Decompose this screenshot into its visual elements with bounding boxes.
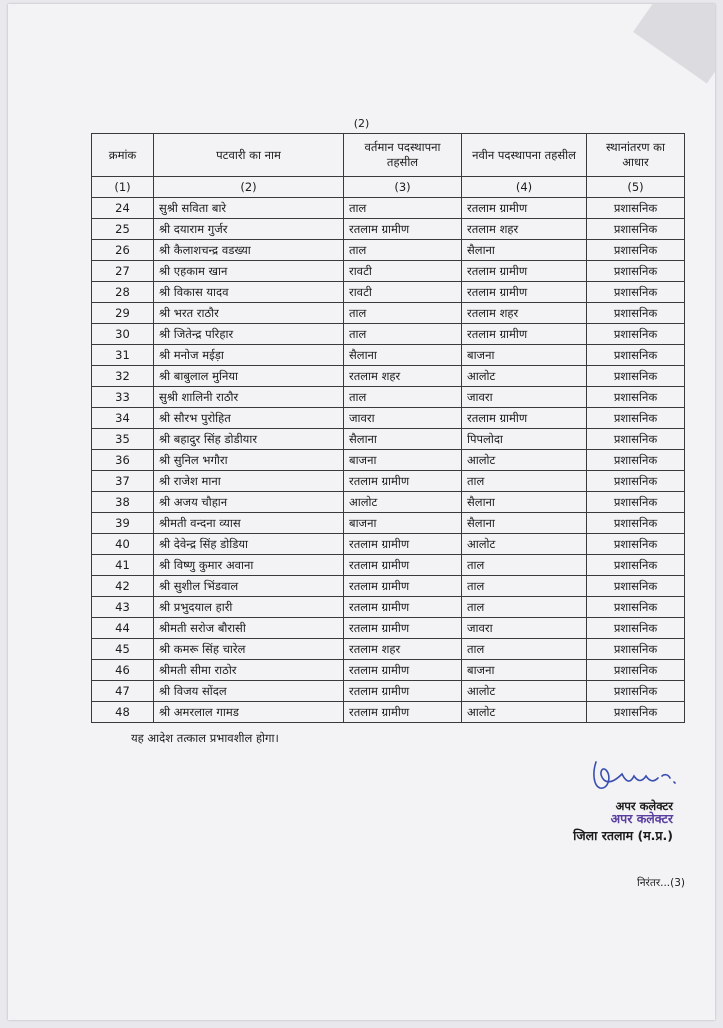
serial-number-cell: 48 <box>92 702 154 723</box>
transfer-basis-cell: प्रशासनिक <box>587 303 685 324</box>
serial-number-cell: 33 <box>92 387 154 408</box>
serial-number-cell: 30 <box>92 324 154 345</box>
current-tehsil-cell: सैलाना <box>344 345 462 366</box>
table-row <box>92 471 685 492</box>
patwari-name-cell: श्री राजेश माना <box>154 471 344 492</box>
transfer-basis-cell: प्रशासनिक <box>587 240 685 261</box>
table-row <box>92 534 685 555</box>
patwari-name-cell: श्री कमरू सिंह चारेल <box>154 639 344 660</box>
patwari-name-cell: श्रीमती वन्दना व्यास <box>154 513 344 534</box>
table-row <box>92 492 685 513</box>
current-tehsil-cell: आलोट <box>344 492 462 513</box>
column-number: (3) <box>344 177 462 198</box>
patwari-name-cell: श्री विकास यादव <box>154 282 344 303</box>
serial-number-cell: 40 <box>92 534 154 555</box>
table-row <box>92 345 685 366</box>
new-tehsil-cell: ताल <box>462 471 587 492</box>
column-number-row <box>92 177 685 198</box>
new-tehsil-cell: आलोट <box>462 681 587 702</box>
new-tehsil-cell: रतलाम शहर <box>462 303 587 324</box>
effect-note: यह आदेश तत्काल प्रभावशील होगा। <box>131 731 279 745</box>
stamp-designation: अपर कलेक्टर <box>610 811 673 826</box>
stamp-district: जिला रतलाम (म.प्र.) <box>573 828 673 843</box>
patwari-name-cell: श्री जितेन्द्र परिहार <box>154 324 344 345</box>
current-tehsil-cell: ताल <box>344 387 462 408</box>
serial-number-cell: 42 <box>92 576 154 597</box>
patwari-name-cell: श्रीमती सरोज बौरासी <box>154 618 344 639</box>
serial-number-cell: 31 <box>92 345 154 366</box>
table-row <box>92 240 685 261</box>
serial-number-cell: 34 <box>92 408 154 429</box>
transfer-basis-cell: प्रशासनिक <box>587 681 685 702</box>
current-tehsil-cell: जावरा <box>344 408 462 429</box>
new-tehsil-cell: आलोट <box>462 534 587 555</box>
header-name: पटवारी का नाम <box>154 134 344 177</box>
patwari-name-cell: सुश्री शालिनी राठौर <box>154 387 344 408</box>
transfer-table <box>91 133 685 723</box>
new-tehsil-cell: आलोट <box>462 702 587 723</box>
transfer-basis-cell: प्रशासनिक <box>587 597 685 618</box>
current-tehsil-cell: रतलाम ग्रामीण <box>344 660 462 681</box>
patwari-name-cell: श्री सौरभ पुरोहित <box>154 408 344 429</box>
patwari-name-cell: श्री अजय चौहान <box>154 492 344 513</box>
transfer-basis-cell: प्रशासनिक <box>587 366 685 387</box>
table-row <box>92 198 685 219</box>
current-tehsil-cell: रतलाम ग्रामीण <box>344 576 462 597</box>
transfer-basis-cell: प्रशासनिक <box>587 471 685 492</box>
document-page <box>8 4 715 1020</box>
serial-number-cell: 46 <box>92 660 154 681</box>
table-row <box>92 576 685 597</box>
current-tehsil-cell: सैलाना <box>344 429 462 450</box>
serial-number-cell: 43 <box>92 597 154 618</box>
new-tehsil-cell: रतलाम ग्रामीण <box>462 408 587 429</box>
transfer-basis-cell: प्रशासनिक <box>587 450 685 471</box>
new-tehsil-cell: जावरा <box>462 618 587 639</box>
serial-number-cell: 28 <box>92 282 154 303</box>
transfer-basis-cell: प्रशासनिक <box>587 324 685 345</box>
current-tehsil-cell: रतलाम ग्रामीण <box>344 471 462 492</box>
patwari-name-cell: श्री बहादुर सिंह डोडीयार <box>154 429 344 450</box>
patwari-name-cell: श्री मनोज मईड़ा <box>154 345 344 366</box>
transfer-basis-cell: प्रशासनिक <box>587 198 685 219</box>
new-tehsil-cell: सैलाना <box>462 492 587 513</box>
transfer-basis-cell: प्रशासनिक <box>587 555 685 576</box>
table-row <box>92 702 685 723</box>
table-row <box>92 597 685 618</box>
table-row <box>92 282 685 303</box>
serial-number-cell: 41 <box>92 555 154 576</box>
current-tehsil-cell: रतलाम ग्रामीण <box>344 681 462 702</box>
new-tehsil-cell: ताल <box>462 639 587 660</box>
table-row <box>92 219 685 240</box>
current-tehsil-cell: रतलाम ग्रामीण <box>344 702 462 723</box>
current-tehsil-cell: रतलाम शहर <box>344 366 462 387</box>
current-tehsil-cell: रावटी <box>344 261 462 282</box>
transfer-basis-cell: प्रशासनिक <box>587 639 685 660</box>
table-row <box>92 660 685 681</box>
transfer-basis-cell: प्रशासनिक <box>587 261 685 282</box>
current-tehsil-cell: बाजना <box>344 450 462 471</box>
new-tehsil-cell: रतलाम ग्रामीण <box>462 261 587 282</box>
new-tehsil-cell: पिपलोदा <box>462 429 587 450</box>
transfer-basis-cell: प्रशासनिक <box>587 513 685 534</box>
signature-block <box>553 799 673 844</box>
header-new-tehsil: नवीन पदस्थापना तहसील <box>462 134 587 177</box>
new-tehsil-cell: ताल <box>462 555 587 576</box>
table-row <box>92 261 685 282</box>
transfer-basis-cell: प्रशासनिक <box>587 618 685 639</box>
new-tehsil-cell: रतलाम शहर <box>462 219 587 240</box>
serial-number-cell: 44 <box>92 618 154 639</box>
transfer-basis-cell: प्रशासनिक <box>587 702 685 723</box>
serial-number-cell: 32 <box>92 366 154 387</box>
page-fold <box>633 4 715 83</box>
new-tehsil-cell: आलोट <box>462 450 587 471</box>
patwari-name-cell: श्री एहकाम खान <box>154 261 344 282</box>
patwari-name-cell: श्री सुशील भिंडवाल <box>154 576 344 597</box>
transfer-basis-cell: प्रशासनिक <box>587 429 685 450</box>
new-tehsil-cell: ताल <box>462 597 587 618</box>
table-row <box>92 555 685 576</box>
transfer-basis-cell: प्रशासनिक <box>587 576 685 597</box>
transfer-basis-cell: प्रशासनिक <box>587 492 685 513</box>
header-transfer-basis: स्थानांतरण का आधार <box>587 134 685 177</box>
header-serial: क्रमांक <box>92 134 154 177</box>
transfer-basis-cell: प्रशासनिक <box>587 219 685 240</box>
new-tehsil-cell: बाजना <box>462 660 587 681</box>
column-number: (5) <box>587 177 685 198</box>
new-tehsil-cell: रतलाम ग्रामीण <box>462 198 587 219</box>
handwritten-signature <box>588 752 678 797</box>
transfer-basis-cell: प्रशासनिक <box>587 534 685 555</box>
table-row <box>92 303 685 324</box>
table-row <box>92 681 685 702</box>
table-row <box>92 450 685 471</box>
new-tehsil-cell: रतलाम ग्रामीण <box>462 324 587 345</box>
current-tehsil-cell: ताल <box>344 240 462 261</box>
table-row <box>92 618 685 639</box>
serial-number-cell: 39 <box>92 513 154 534</box>
serial-number-cell: 26 <box>92 240 154 261</box>
current-tehsil-cell: रतलाम ग्रामीण <box>344 219 462 240</box>
table-header-row <box>92 134 685 177</box>
transfer-basis-cell: प्रशासनिक <box>587 282 685 303</box>
serial-number-cell: 37 <box>92 471 154 492</box>
transfer-basis-cell: प्रशासनिक <box>587 387 685 408</box>
patwari-name-cell: श्री विष्णु कुमार अवाना <box>154 555 344 576</box>
new-tehsil-cell: रतलाम ग्रामीण <box>462 282 587 303</box>
table-row <box>92 429 685 450</box>
patwari-name-cell: श्री दयाराम गुर्जर <box>154 219 344 240</box>
patwari-name-cell: श्री बाबुलाल मुनिया <box>154 366 344 387</box>
table-row <box>92 366 685 387</box>
new-tehsil-cell: आलोट <box>462 366 587 387</box>
serial-number-cell: 47 <box>92 681 154 702</box>
current-tehsil-cell: बाजना <box>344 513 462 534</box>
table-body <box>92 198 685 723</box>
current-tehsil-cell: रतलाम ग्रामीण <box>344 555 462 576</box>
column-number: (2) <box>154 177 344 198</box>
patwari-name-cell: श्री अमरलाल गामड <box>154 702 344 723</box>
table-row <box>92 513 685 534</box>
new-tehsil-cell: ताल <box>462 576 587 597</box>
serial-number-cell: 38 <box>92 492 154 513</box>
page-number: (2) <box>353 117 370 130</box>
table-row <box>92 408 685 429</box>
transfer-basis-cell: प्रशासनिक <box>587 345 685 366</box>
patwari-name-cell: श्री देवेन्द्र सिंह डोडिया <box>154 534 344 555</box>
table-row <box>92 387 685 408</box>
column-number: (4) <box>462 177 587 198</box>
serial-number-cell: 29 <box>92 303 154 324</box>
serial-number-cell: 35 <box>92 429 154 450</box>
patwari-name-cell: श्री विजय सोंदल <box>154 681 344 702</box>
serial-number-cell: 24 <box>92 198 154 219</box>
current-tehsil-cell: ताल <box>344 303 462 324</box>
header-current-tehsil: वर्तमान पदस्थापना तहसील <box>344 134 462 177</box>
serial-number-cell: 45 <box>92 639 154 660</box>
serial-number-cell: 25 <box>92 219 154 240</box>
current-tehsil-cell: रतलाम ग्रामीण <box>344 534 462 555</box>
new-tehsil-cell: सैलाना <box>462 240 587 261</box>
patwari-name-cell: श्री प्रभुदयाल हारी <box>154 597 344 618</box>
transfer-basis-cell: प्रशासनिक <box>587 408 685 429</box>
signatory-title: अपर कलेक्टर <box>615 799 673 813</box>
continued-note: निरंतर...(3) <box>637 877 686 889</box>
table-row <box>92 324 685 345</box>
current-tehsil-cell: ताल <box>344 324 462 345</box>
column-number: (1) <box>92 177 154 198</box>
current-tehsil-cell: रतलाम ग्रामीण <box>344 618 462 639</box>
serial-number-cell: 27 <box>92 261 154 282</box>
new-tehsil-cell: जावरा <box>462 387 587 408</box>
patwari-name-cell: श्री सुनिल भगौरा <box>154 450 344 471</box>
current-tehsil-cell: रतलाम शहर <box>344 639 462 660</box>
current-tehsil-cell: ताल <box>344 198 462 219</box>
patwari-name-cell: श्री कैलाशचन्द्र वडख्या <box>154 240 344 261</box>
patwari-name-cell: श्रीमती सीमा राठोर <box>154 660 344 681</box>
serial-number-cell: 36 <box>92 450 154 471</box>
patwari-name-cell: श्री भरत राठौर <box>154 303 344 324</box>
current-tehsil-cell: रतलाम ग्रामीण <box>344 597 462 618</box>
new-tehsil-cell: सैलाना <box>462 513 587 534</box>
transfer-basis-cell: प्रशासनिक <box>587 660 685 681</box>
current-tehsil-cell: रावटी <box>344 282 462 303</box>
table-row <box>92 639 685 660</box>
new-tehsil-cell: बाजना <box>462 345 587 366</box>
patwari-name-cell: सुश्री सविता बारे <box>154 198 344 219</box>
